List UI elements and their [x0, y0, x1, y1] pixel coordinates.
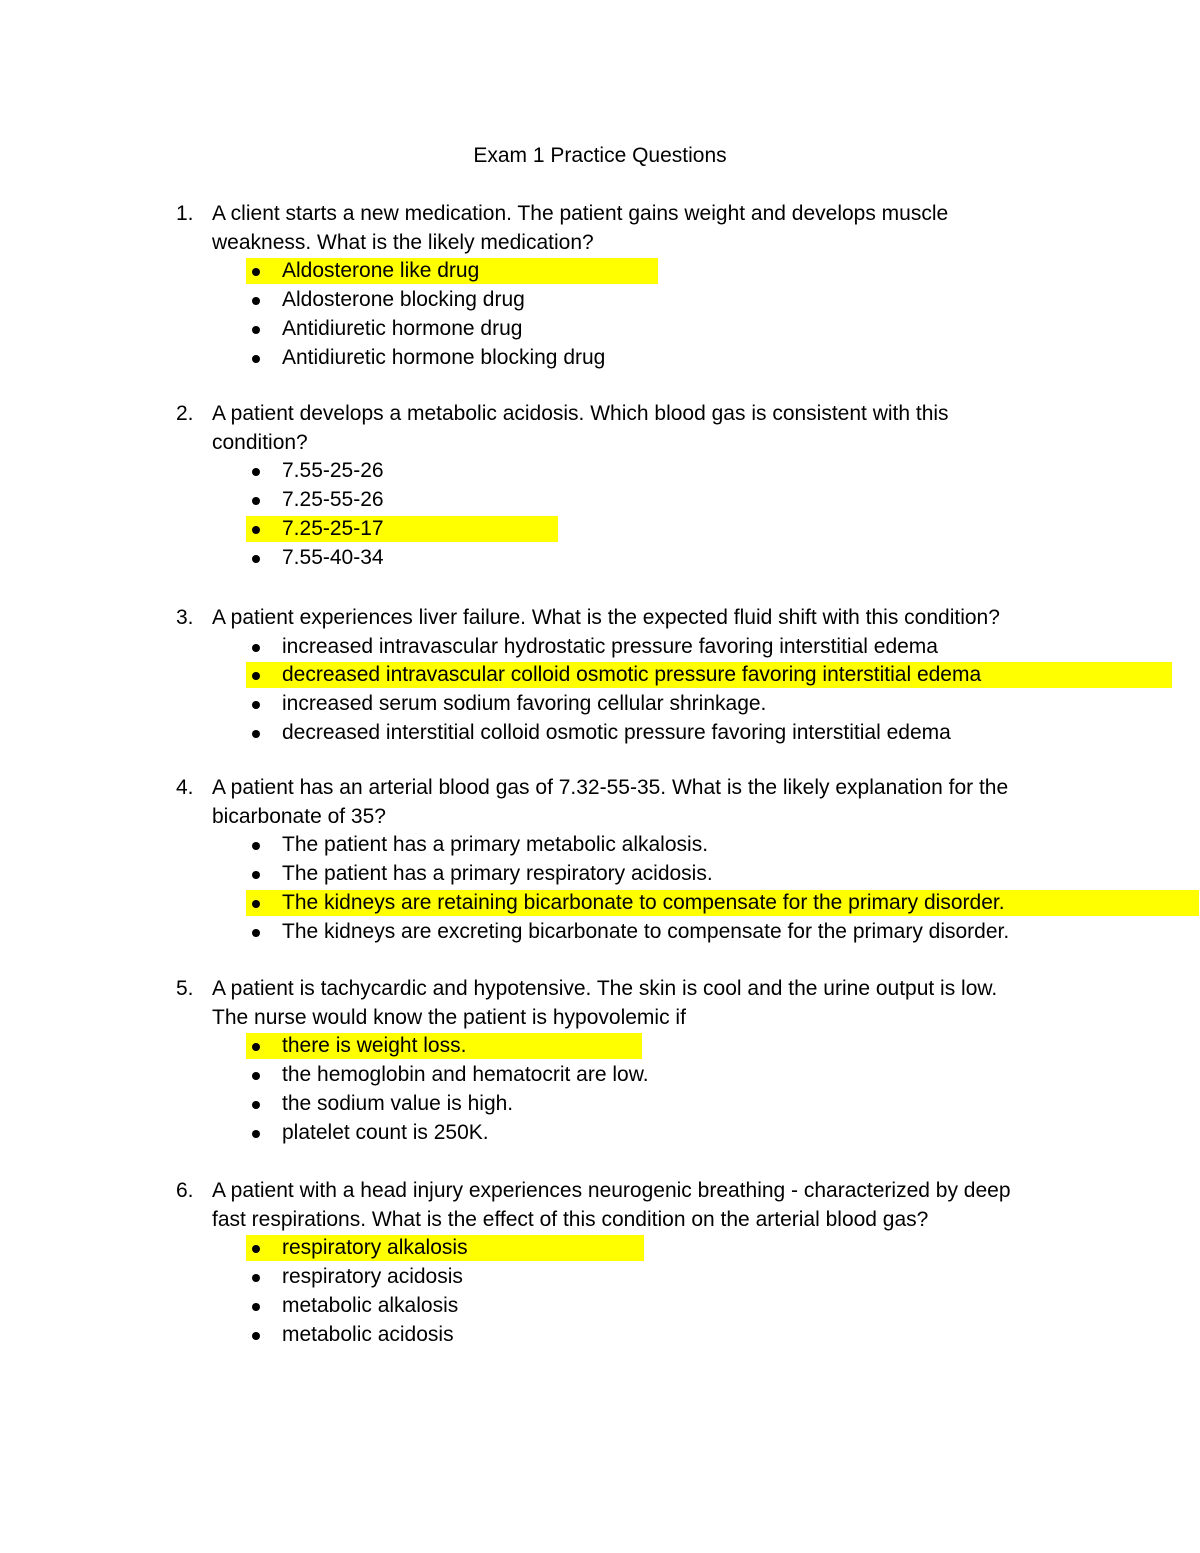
bullet-icon	[245, 1032, 267, 1061]
bullet-icon	[245, 457, 267, 486]
question-text-line: A patient develops a metabolic acidosis. Which blood gas is consistent with this	[212, 402, 949, 425]
answer-option	[170, 315, 1050, 344]
answer-option	[170, 690, 1050, 719]
answer-option-highlighted	[170, 257, 1050, 286]
option-text: decreased intravascular colloid osmotic pressure favoring interstitial edema	[282, 663, 982, 687]
answer-option	[170, 457, 1050, 486]
answer-options	[170, 1032, 1050, 1147]
bullet-icon	[245, 286, 267, 315]
bullet-icon	[245, 515, 267, 544]
option-text: The kidneys are excreting bicarbonate to compensate for the primary disorder.	[282, 919, 1010, 943]
option-text: 7.25-55-26	[282, 487, 384, 511]
option-text: Aldosterone like drug	[282, 259, 480, 283]
option-text: Antidiuretic hormone blocking drug	[282, 345, 606, 369]
answer-option-highlighted	[170, 1032, 1050, 1061]
option-text: The kidneys are retaining bicarbonate to compensate for the primary disorder.	[282, 890, 1005, 914]
answer-options	[170, 831, 1050, 946]
question-2	[170, 400, 1050, 572]
answer-option	[170, 286, 1050, 315]
question-text	[212, 975, 1050, 1032]
bullet-icon	[245, 1234, 267, 1263]
option-text: there is weight loss.	[282, 1034, 467, 1058]
option-text: increased serum sodium favoring cellular shrinkage.	[282, 692, 767, 716]
bullet-icon	[245, 889, 267, 918]
answer-options	[170, 1234, 1050, 1349]
option-text: Aldosterone blocking drug	[282, 287, 525, 311]
bullet-icon	[245, 633, 267, 662]
bullet-icon	[245, 719, 267, 748]
question-text	[212, 200, 1050, 257]
question-text-line: weakness. What is the likely medication?	[212, 230, 594, 254]
question-1	[170, 200, 1050, 372]
bullet-icon	[245, 690, 267, 719]
answer-option	[170, 1119, 1050, 1148]
option-text: platelet count is 250K.	[282, 1120, 489, 1144]
answer-option	[170, 344, 1050, 373]
answer-option	[170, 1090, 1050, 1119]
question-3	[170, 604, 1050, 748]
question-text-line: fast respirations. What is the effect of this condition on the arterial blood gas?	[212, 1207, 929, 1231]
option-text: Antidiuretic hormone drug	[282, 316, 523, 340]
question-text-line: The nurse would know the patient is hypovolemic if	[212, 1005, 686, 1029]
answer-options	[170, 457, 1050, 572]
question-text-line: A client starts a new medication. The patient gains weight and develops muscle	[212, 202, 949, 225]
option-text: respiratory acidosis	[282, 1264, 463, 1288]
option-text: The patient has a primary respiratory acidosis.	[282, 861, 713, 885]
bullet-icon	[245, 1263, 267, 1292]
bullet-icon	[245, 315, 267, 344]
option-text: the hemoglobin and hematocrit are low.	[282, 1062, 649, 1086]
question-text-line: A patient experiences liver failure. What is the expected fluid shift with this condition?	[212, 606, 1000, 629]
bullet-icon	[245, 257, 267, 286]
page-title: Exam 1 Practice Questions	[473, 144, 727, 167]
answer-option	[170, 918, 1050, 947]
bullet-icon	[245, 486, 267, 515]
option-text: decreased interstitial colloid osmotic pressure favoring interstitial edema	[282, 720, 951, 744]
answer-option	[170, 860, 1050, 889]
answer-option-highlighted	[170, 661, 1050, 690]
answer-option	[170, 1292, 1050, 1321]
option-text: increased intravascular hydrostatic pressure favoring interstitial edema	[282, 634, 938, 658]
question-text	[212, 1177, 1050, 1234]
answer-option	[170, 544, 1050, 573]
bullet-icon	[245, 831, 267, 860]
bullet-icon	[245, 661, 267, 690]
question-number: 3.	[176, 606, 194, 629]
answer-option-highlighted	[170, 1234, 1050, 1263]
option-text: metabolic alkalosis	[282, 1293, 459, 1317]
question-text-line: A patient is tachycardic and hypotensive. The skin is cool and the urine output is low.	[212, 977, 998, 1000]
question-text-line: bicarbonate of 35?	[212, 804, 386, 828]
option-text: respiratory alkalosis	[282, 1236, 468, 1260]
question-4	[170, 774, 1050, 946]
question-number: 2.	[176, 402, 194, 425]
answer-option	[170, 486, 1050, 515]
bullet-icon	[245, 1061, 267, 1090]
question-text-line: A patient has an arterial blood gas of 7.32-55-35. What is the likely explanation for the	[212, 776, 1009, 799]
question-number: 5.	[176, 977, 194, 1000]
bullet-icon	[245, 860, 267, 889]
bullet-icon	[245, 1119, 267, 1148]
answer-option	[170, 719, 1050, 748]
bullet-icon	[245, 1090, 267, 1119]
bullet-icon	[245, 918, 267, 947]
option-text: 7.55-25-26	[282, 459, 384, 483]
question-text-line: condition?	[212, 430, 308, 454]
answer-option-highlighted	[170, 889, 1050, 918]
answer-options	[170, 633, 1050, 748]
option-text: the sodium value is high.	[282, 1091, 514, 1115]
question-text-line: A patient with a head injury experiences neurogenic breathing - characterized by deep	[212, 1179, 1011, 1202]
question-text	[212, 774, 1050, 831]
question-5	[170, 975, 1050, 1147]
option-text: metabolic acidosis	[282, 1322, 454, 1346]
question-number: 6.	[176, 1179, 194, 1202]
question-text	[212, 604, 1050, 633]
bullet-icon	[245, 1321, 267, 1350]
answer-option	[170, 1321, 1050, 1350]
answer-options	[170, 257, 1050, 372]
option-text: The patient has a primary metabolic alkalosis.	[282, 833, 709, 857]
answer-option	[170, 831, 1050, 860]
bullet-icon	[245, 344, 267, 373]
bullet-icon	[245, 544, 267, 573]
question-number: 4.	[176, 776, 194, 799]
answer-option-highlighted	[170, 515, 1050, 544]
option-text: 7.55-40-34	[282, 545, 384, 569]
answer-option	[170, 1061, 1050, 1090]
answer-option	[170, 633, 1050, 662]
option-text: 7.25-25-17	[282, 516, 384, 540]
question-6	[170, 1177, 1050, 1349]
question-text	[212, 400, 1050, 457]
question-number: 1.	[176, 202, 194, 225]
bullet-icon	[245, 1292, 267, 1321]
answer-option	[170, 1263, 1050, 1292]
